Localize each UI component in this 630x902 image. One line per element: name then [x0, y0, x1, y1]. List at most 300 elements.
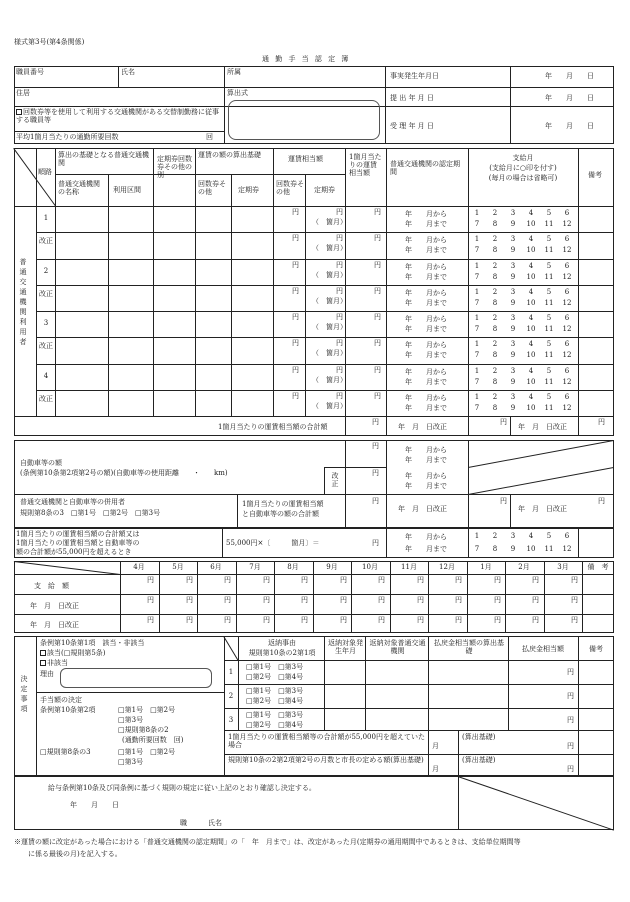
row-months[interactable]: （ 箇月）	[312, 244, 347, 252]
pay-month-mark[interactable]: 3	[510, 314, 516, 322]
row-from[interactable]: 年 月から	[405, 315, 447, 323]
pay-month-mark[interactable]: 9	[510, 545, 516, 553]
pay-month-mark[interactable]: 4	[528, 532, 534, 540]
pay-cell-yen: 円	[186, 596, 193, 604]
dec-b1: 手当額の決定	[40, 696, 82, 704]
dec-a2: 該当(□規則第5条)	[40, 649, 106, 657]
pay-month-mark[interactable]: 6	[564, 393, 570, 401]
dec-a4: 理由	[40, 670, 54, 678]
pay-month-mark[interactable]: 9	[510, 246, 516, 254]
row-label: 4	[43, 372, 49, 380]
combo-rev2: 年 月 日改正	[518, 505, 567, 513]
pay-month-mark[interactable]: 1	[474, 235, 480, 243]
ref-y5: 円	[567, 765, 574, 773]
pay-month-mark[interactable]: 8	[492, 220, 498, 228]
pay-month-mark[interactable]: 2	[492, 209, 498, 217]
over-yen: 円	[372, 539, 379, 547]
pay-month-mark[interactable]: 1	[474, 288, 480, 296]
pay-month-mark[interactable]: 3	[510, 393, 516, 401]
pay-month-mark[interactable]: 7	[474, 246, 480, 254]
refund-yen: 円	[567, 692, 574, 700]
pay-month-mark[interactable]: 2	[492, 340, 498, 348]
row-teiki-yen: 円	[336, 261, 343, 269]
ref-h7: 備考	[589, 645, 603, 653]
pay-cell-yen: 円	[186, 616, 193, 624]
pay-month-mark[interactable]: 2	[492, 288, 498, 296]
row-monthly-yen: 円	[374, 313, 381, 321]
pay-month-mark[interactable]: 9	[510, 404, 516, 412]
pay-month-mark[interactable]: 5	[546, 314, 552, 322]
pay-month-mark[interactable]: 9	[510, 220, 516, 228]
row-months[interactable]: （ 箇月）	[312, 323, 347, 331]
row-to[interactable]: 年 月まで	[405, 273, 447, 281]
pay-month-mark[interactable]: 6	[564, 314, 570, 322]
pay-month-mark[interactable]: 3	[510, 262, 516, 270]
footnote-line1: ※運賃の額に改定があった場合における「普通交通機関の認定期間」の「 年 月まで」は、改定があった月(定期券の通用期間中であるときは、支給単位期間等	[14, 838, 521, 846]
combo-sum2: と自動車等の額の合計額	[242, 510, 319, 518]
row-from[interactable]: 年 月から	[405, 236, 447, 244]
ref-m1: 月	[432, 742, 439, 750]
pay-month-mark[interactable]: 1	[474, 532, 480, 540]
pay-col-line	[159, 561, 160, 633]
pay-month-mark[interactable]: 4	[528, 340, 534, 348]
pay-cell-yen: 円	[455, 596, 462, 604]
refund-reason-a[interactable]: □第1号 □第3号	[246, 711, 304, 719]
pay-month-mark[interactable]: 7	[474, 404, 480, 412]
pay-month-mark[interactable]: 1	[474, 209, 480, 217]
accept-date-label: 受 理 年 月 日	[390, 122, 434, 130]
row-count-yen: 円	[292, 234, 299, 242]
pay-month-mark[interactable]: 7	[474, 299, 480, 307]
pay-cell-yen: 円	[417, 616, 424, 624]
car-to1[interactable]: 年 月まで	[405, 456, 447, 464]
pay-month-mark[interactable]: 10	[526, 273, 536, 281]
refund-reason-b[interactable]: □第2号 □第4号	[246, 721, 304, 729]
row-from[interactable]: 年 月から	[405, 341, 447, 349]
pay-month-header: 6月	[210, 563, 222, 571]
header-fare-basis: 運賃の額の算出基礎	[198, 151, 261, 159]
pay-month-header: 1月	[480, 563, 492, 571]
pay-month-mark[interactable]: 3	[510, 288, 516, 296]
row-from[interactable]: 年 月から	[405, 368, 447, 376]
address-label: 住居	[16, 89, 30, 97]
ref-h3: 返納対象発生年月	[328, 639, 363, 656]
confirm-date[interactable]: 年 月 日	[70, 801, 119, 809]
pay-month-mark[interactable]: 1	[474, 393, 480, 401]
pay-cell-yen: 円	[186, 576, 193, 584]
row-from[interactable]: 年 月から	[405, 210, 447, 218]
pay-month-mark[interactable]: 10	[526, 351, 536, 359]
pay-month-mark[interactable]: 5	[546, 393, 552, 401]
pay-amount-label: 支 給 額	[34, 582, 69, 590]
count-unit: 回	[206, 133, 213, 141]
pay-month-mark[interactable]: 11	[544, 299, 554, 307]
ref-n1: 1箇月当たりの運賃相当額等の合計額が55,000円を超えていた場合	[228, 733, 425, 750]
sum-yen2: 円	[500, 418, 507, 426]
pay-month-mark[interactable]: 2	[492, 314, 498, 322]
sum-rev: 年 月 日改正	[398, 423, 447, 431]
over-formula: 55,000円×〔 箇月〕＝	[226, 539, 320, 547]
header-teiki-short: 定期券	[238, 186, 259, 194]
refund-row-no: 1	[228, 668, 234, 676]
ref-h2: 規則第10条の2第1項	[248, 649, 316, 657]
pay-col-line	[120, 561, 121, 633]
pay-month-mark[interactable]: 12	[562, 545, 572, 553]
pay-month-mark[interactable]: 12	[562, 299, 572, 307]
pay-month-mark[interactable]: 8	[492, 325, 498, 333]
confirm-text: 給与条例第10条及び同条例に基づく規則の規定に従い上記のとおり確認し決定する。	[48, 784, 316, 792]
pay-month-mark[interactable]: 1	[474, 262, 480, 270]
pay-month-mark[interactable]: 12	[562, 404, 572, 412]
pay-cell-yen: 円	[378, 596, 385, 604]
row-label: 改正	[39, 290, 53, 298]
combo-rev: 年 月 日改正	[398, 505, 447, 513]
pay-month-mark[interactable]: 12	[562, 220, 572, 228]
row-to[interactable]: 年 月まで	[405, 404, 447, 412]
pay-month-mark[interactable]: 11	[544, 545, 554, 553]
header-monthly: 1箇月当たりの運賃相当額	[349, 153, 382, 178]
car-label2: (条例第10条第2項第2号の額)(自動車等の使用距離 ・ km)	[20, 469, 228, 477]
header-pay-note1: (支給月に○印を付す)	[489, 164, 557, 172]
pay-month-mark[interactable]: 4	[528, 393, 534, 401]
pay-cell-yen: 円	[378, 616, 385, 624]
car-yen1: 円	[372, 442, 379, 450]
over-l3: 額の合計額が55,000円を超えるとき	[16, 548, 132, 556]
row-label: 改正	[39, 342, 53, 350]
pay-month-header: 12月	[439, 563, 455, 571]
header-teiki2: 定期券	[314, 186, 335, 194]
pay-cell-yen: 円	[340, 616, 347, 624]
row-monthly-yen: 円	[374, 392, 381, 400]
header-pay-note2: (毎月の場合は省略可)	[488, 174, 558, 182]
row-months[interactable]: （ 箇月）	[312, 402, 347, 410]
row-from[interactable]: 年 月から	[405, 394, 447, 402]
pay-col-line	[505, 561, 506, 633]
pay-cell-yen: 円	[147, 596, 154, 604]
row-divider	[36, 259, 614, 260]
pay-month-mark[interactable]: 12	[562, 246, 572, 254]
row-teiki-yen: 円	[336, 392, 343, 400]
pay-month-mark[interactable]: 11	[544, 246, 554, 254]
pay-cell-yen: 円	[263, 596, 270, 604]
pay-month-mark[interactable]: 4	[528, 209, 534, 217]
pay-col-line	[197, 561, 198, 633]
header-pay-month: 支給月	[512, 154, 534, 162]
pay-month-mark[interactable]: 9	[510, 351, 516, 359]
pay-cell-yen: 円	[455, 576, 462, 584]
pay-month-mark[interactable]: 8	[492, 299, 498, 307]
pay-cell-yen: 円	[494, 596, 501, 604]
header-kubun: 順路	[38, 168, 52, 176]
dec-b6: (通勤所要回数 回)	[122, 736, 184, 744]
form-title: 通 勤 手 当 認 定 簿	[262, 55, 351, 63]
pay-cell-yen: 円	[263, 616, 270, 624]
pay-col-line	[313, 561, 314, 633]
over-from[interactable]: 年 月から	[405, 533, 447, 541]
refund-reason-b[interactable]: □第2号 □第4号	[246, 673, 304, 681]
refund-reason-a[interactable]: □第1号 □第3号	[246, 687, 304, 695]
pay-month-mark[interactable]: 9	[510, 378, 516, 386]
row-count-yen: 円	[292, 313, 299, 321]
pay-month-mark[interactable]: 6	[564, 262, 570, 270]
pay-month-mark[interactable]: 1	[474, 367, 480, 375]
pay-cell-yen: 円	[378, 576, 385, 584]
dec-b3: □第1号 □第2号	[118, 706, 176, 714]
pay-month-mark[interactable]: 5	[546, 262, 552, 270]
dec-b4: □第3号	[118, 716, 144, 724]
calc-label: 算出式	[227, 89, 248, 97]
pay-month-mark[interactable]: 5	[546, 340, 552, 348]
header-count-other2: 回数券その他	[276, 180, 304, 197]
pay-month-mark[interactable]: 3	[510, 532, 516, 540]
sum-row-label: 1箇月当たりの運賃相当額の合計額	[218, 423, 328, 431]
pay-cell-yen: 円	[147, 616, 154, 624]
row-months[interactable]: （ 箇月）	[312, 349, 347, 357]
pay-month-mark[interactable]: 12	[562, 273, 572, 281]
pay-month-mark[interactable]: 7	[474, 545, 480, 553]
pay-cell-yen: 円	[340, 596, 347, 604]
header-calc-basis: 算出の基礎となる普通交通機関	[58, 151, 149, 168]
pay-month-mark[interactable]: 4	[528, 288, 534, 296]
row-teiki-yen: 円	[336, 339, 343, 347]
pay-month-mark[interactable]: 7	[474, 220, 480, 228]
pay-remarks-header: 備 考	[587, 563, 609, 571]
pay-month-mark[interactable]: 2	[492, 367, 498, 375]
pay-month-mark[interactable]: 4	[528, 262, 534, 270]
row-months[interactable]: （ 箇月）	[312, 218, 347, 226]
pay-month-mark[interactable]: 6	[564, 532, 570, 540]
sum-yen: 円	[372, 418, 379, 426]
pay-cell-yen: 円	[301, 576, 308, 584]
affiliation-label: 所属	[227, 68, 241, 76]
pay-cell-yen: 円	[417, 576, 424, 584]
pay-month-mark[interactable]: 4	[528, 367, 534, 375]
row-months[interactable]: （ 箇月）	[312, 376, 347, 384]
pay-month-mark[interactable]: 8	[492, 246, 498, 254]
ref-h1: 返納事由	[268, 639, 296, 647]
checkbox-icon[interactable]	[16, 109, 22, 115]
accept-date-value[interactable]: 年 月 日	[545, 122, 594, 130]
row-to[interactable]: 年 月まで	[405, 220, 447, 228]
combo-label2: 規則第8条の3 □第1号 □第2号 □第3号	[20, 509, 161, 517]
row-teiki-yen: 円	[336, 366, 343, 374]
ref-m2: 月	[432, 765, 439, 773]
refund-yen: 円	[567, 716, 574, 724]
event-date-value[interactable]: 年 月 日	[545, 72, 594, 80]
pay-cell-yen: 円	[494, 576, 501, 584]
pay-month-mark[interactable]: 3	[510, 209, 516, 217]
pay-month-mark[interactable]: 10	[526, 404, 536, 412]
multi-ticket-label: 回数券等を使用して利用する交通機関がある交替制勤務に従事する職員等	[16, 108, 219, 125]
row-to[interactable]: 年 月まで	[405, 378, 447, 386]
checkbox-icon[interactable]	[40, 660, 46, 666]
combo-yen3: 円	[598, 497, 605, 505]
row-count-yen: 円	[292, 366, 299, 374]
pay-month-mark[interactable]: 8	[492, 545, 498, 553]
pay-month-header: 9月	[326, 563, 338, 571]
pay-month-mark[interactable]: 2	[492, 262, 498, 270]
pay-month-header: 7月	[249, 563, 261, 571]
pay-month-mark[interactable]: 6	[564, 340, 570, 348]
pay-month-mark[interactable]: 11	[544, 378, 554, 386]
over-to[interactable]: 年 月まで	[405, 545, 447, 553]
ref-cb1: (算出基礎)	[462, 733, 496, 741]
row-divider	[36, 390, 614, 391]
pay-month-mark[interactable]: 8	[492, 404, 498, 412]
header-remarks: 備考	[588, 171, 602, 179]
pay-cell-yen: 円	[571, 576, 578, 584]
row-divider	[36, 285, 614, 286]
row-teiki-yen: 円	[336, 313, 343, 321]
pay-month-mark[interactable]: 11	[544, 404, 554, 412]
dec-a3: 非該当	[40, 659, 68, 667]
pay-month-mark[interactable]: 1	[474, 340, 480, 348]
pay-month-mark[interactable]: 10	[526, 220, 536, 228]
pay-month-mark[interactable]: 12	[562, 325, 572, 333]
form-number: 様式第3号(第4条関係)	[14, 38, 85, 46]
pay-month-mark[interactable]: 8	[492, 351, 498, 359]
pay-month-mark[interactable]: 6	[564, 209, 570, 217]
row-label: 1	[43, 214, 49, 222]
pay-month-mark[interactable]: 11	[544, 325, 554, 333]
pay-month-mark[interactable]: 3	[510, 235, 516, 243]
pay-month-mark[interactable]: 7	[474, 325, 480, 333]
row-monthly-yen: 円	[374, 339, 381, 347]
pay-month-mark[interactable]: 8	[492, 273, 498, 281]
pay-rev1: 年 月 日改正	[30, 602, 79, 610]
pay-month-mark[interactable]: 9	[510, 325, 516, 333]
refund-reason-b[interactable]: □第2号 □第4号	[246, 697, 304, 705]
row-label: 2	[43, 267, 49, 275]
header-period: 普通交通機関の認定期間	[390, 160, 460, 177]
pay-cell-yen: 円	[301, 596, 308, 604]
ref-h6: 払戻金相当額	[522, 645, 564, 653]
pay-cell-yen: 円	[571, 616, 578, 624]
checkbox-icon[interactable]	[40, 650, 46, 656]
pay-month-mark[interactable]: 1	[474, 314, 480, 322]
pay-month-mark[interactable]: 7	[474, 273, 480, 281]
row-to[interactable]: 年 月まで	[405, 351, 447, 359]
pay-cell-yen: 円	[494, 616, 501, 624]
row-monthly-yen: 円	[374, 234, 381, 242]
pay-month-mark[interactable]: 4	[528, 314, 534, 322]
pay-month-mark[interactable]: 12	[562, 351, 572, 359]
combo-label1: 普通交通機関と自動車等の併用者	[20, 498, 125, 506]
sum-yen3: 円	[598, 418, 605, 426]
pay-month-mark[interactable]: 11	[544, 220, 554, 228]
pay-rev2: 年 月 日改正	[30, 621, 79, 629]
pay-col-line	[582, 561, 583, 633]
pay-month-mark[interactable]: 6	[564, 235, 570, 243]
pay-month-mark[interactable]: 10	[526, 299, 536, 307]
pay-month-mark[interactable]: 7	[474, 378, 480, 386]
row-teiki-yen: 円	[336, 234, 343, 242]
pay-month-mark[interactable]: 2	[492, 532, 498, 540]
dec-b5: □規則第8条の2	[118, 726, 169, 734]
pay-month-mark[interactable]: 3	[510, 367, 516, 375]
row-to[interactable]: 年 月まで	[405, 299, 447, 307]
car-revise: 改正	[331, 472, 339, 489]
pay-month-mark[interactable]: 2	[492, 393, 498, 401]
pay-month-mark[interactable]: 6	[564, 367, 570, 375]
pay-month-mark[interactable]: 3	[510, 340, 516, 348]
dec-b2: 条例第10条第2項	[40, 706, 96, 714]
side-label-users: 普通交通機関利用者	[19, 258, 28, 348]
pay-month-header: 8月	[287, 563, 299, 571]
dec-b7: □規則第8条の3	[40, 748, 91, 756]
ref-y4: 円	[567, 742, 574, 750]
pay-month-mark[interactable]: 6	[564, 288, 570, 296]
pay-cell-yen: 円	[224, 616, 231, 624]
pay-month-mark[interactable]: 11	[544, 273, 554, 281]
pay-month-header: 3月	[557, 563, 569, 571]
pay-month-mark[interactable]: 10	[526, 378, 536, 386]
pay-cell-yen: 円	[532, 576, 539, 584]
car-to2[interactable]: 年 月まで	[405, 482, 447, 490]
pay-month-mark[interactable]: 9	[510, 273, 516, 281]
dec-b8: □第1号 □第2号	[118, 748, 176, 756]
row-count-yen: 円	[292, 339, 299, 347]
footnote-line2: に係る最後の月)を記入する。	[28, 850, 122, 858]
pay-col-line	[467, 561, 468, 633]
pay-month-mark[interactable]: 5	[546, 288, 552, 296]
row-from[interactable]: 年 月から	[405, 289, 447, 297]
pay-month-mark[interactable]: 10	[526, 325, 536, 333]
pay-month-mark[interactable]: 10	[526, 246, 536, 254]
row-to[interactable]: 年 月まで	[405, 325, 447, 333]
pay-cell-yen: 円	[263, 576, 270, 584]
pay-month-mark[interactable]: 2	[492, 235, 498, 243]
row-label: 改正	[39, 395, 53, 403]
pay-month-mark[interactable]: 5	[546, 235, 552, 243]
row-months[interactable]: （ 箇月）	[312, 271, 347, 279]
row-monthly-yen: 円	[374, 287, 381, 295]
pay-month-mark[interactable]: 10	[526, 545, 536, 553]
row-label: 3	[43, 319, 49, 327]
row-from[interactable]: 年 月から	[405, 263, 447, 271]
ref-h4: 返納対象普通交通機関	[369, 639, 426, 656]
pay-month-mark[interactable]: 9	[510, 299, 516, 307]
row-months[interactable]: （ 箇月）	[312, 297, 347, 305]
pay-month-mark[interactable]: 5	[546, 532, 552, 540]
pay-cell-yen: 円	[301, 616, 308, 624]
header-equiv: 運賃相当額	[288, 155, 323, 163]
refund-yen: 円	[567, 668, 574, 676]
row-divider	[36, 337, 614, 338]
car-from1[interactable]: 年 月から	[405, 446, 447, 454]
submit-date-label: 提 出 年 月 日	[390, 94, 434, 102]
pay-month-mark[interactable]: 11	[544, 351, 554, 359]
event-date-label: 事実発生年月日	[390, 72, 439, 80]
pay-month-mark[interactable]: 4	[528, 235, 534, 243]
pay-cell-yen: 円	[224, 596, 231, 604]
pay-cell-yen: 円	[571, 596, 578, 604]
pay-month-mark[interactable]: 7	[474, 351, 480, 359]
submit-date-value[interactable]: 年 月 日	[545, 94, 594, 102]
over-l1: 1箇月当たりの運賃相当額の合計額又は	[16, 530, 140, 538]
confirm-signature[interactable]: 職 氏名	[180, 819, 222, 827]
row-divider	[36, 232, 614, 233]
avg-count-label: 平均1箇月当たりの通勤所要回数	[16, 133, 119, 141]
car-from2[interactable]: 年 月から	[405, 472, 447, 480]
row-count-yen: 円	[292, 392, 299, 400]
pay-month-mark[interactable]: 12	[562, 378, 572, 386]
pay-month-mark[interactable]: 8	[492, 378, 498, 386]
row-to[interactable]: 年 月まで	[405, 246, 447, 254]
refund-reason-a[interactable]: □第1号 □第3号	[246, 663, 304, 671]
pay-month-mark[interactable]: 5	[546, 367, 552, 375]
pay-month-mark[interactable]: 5	[546, 209, 552, 217]
